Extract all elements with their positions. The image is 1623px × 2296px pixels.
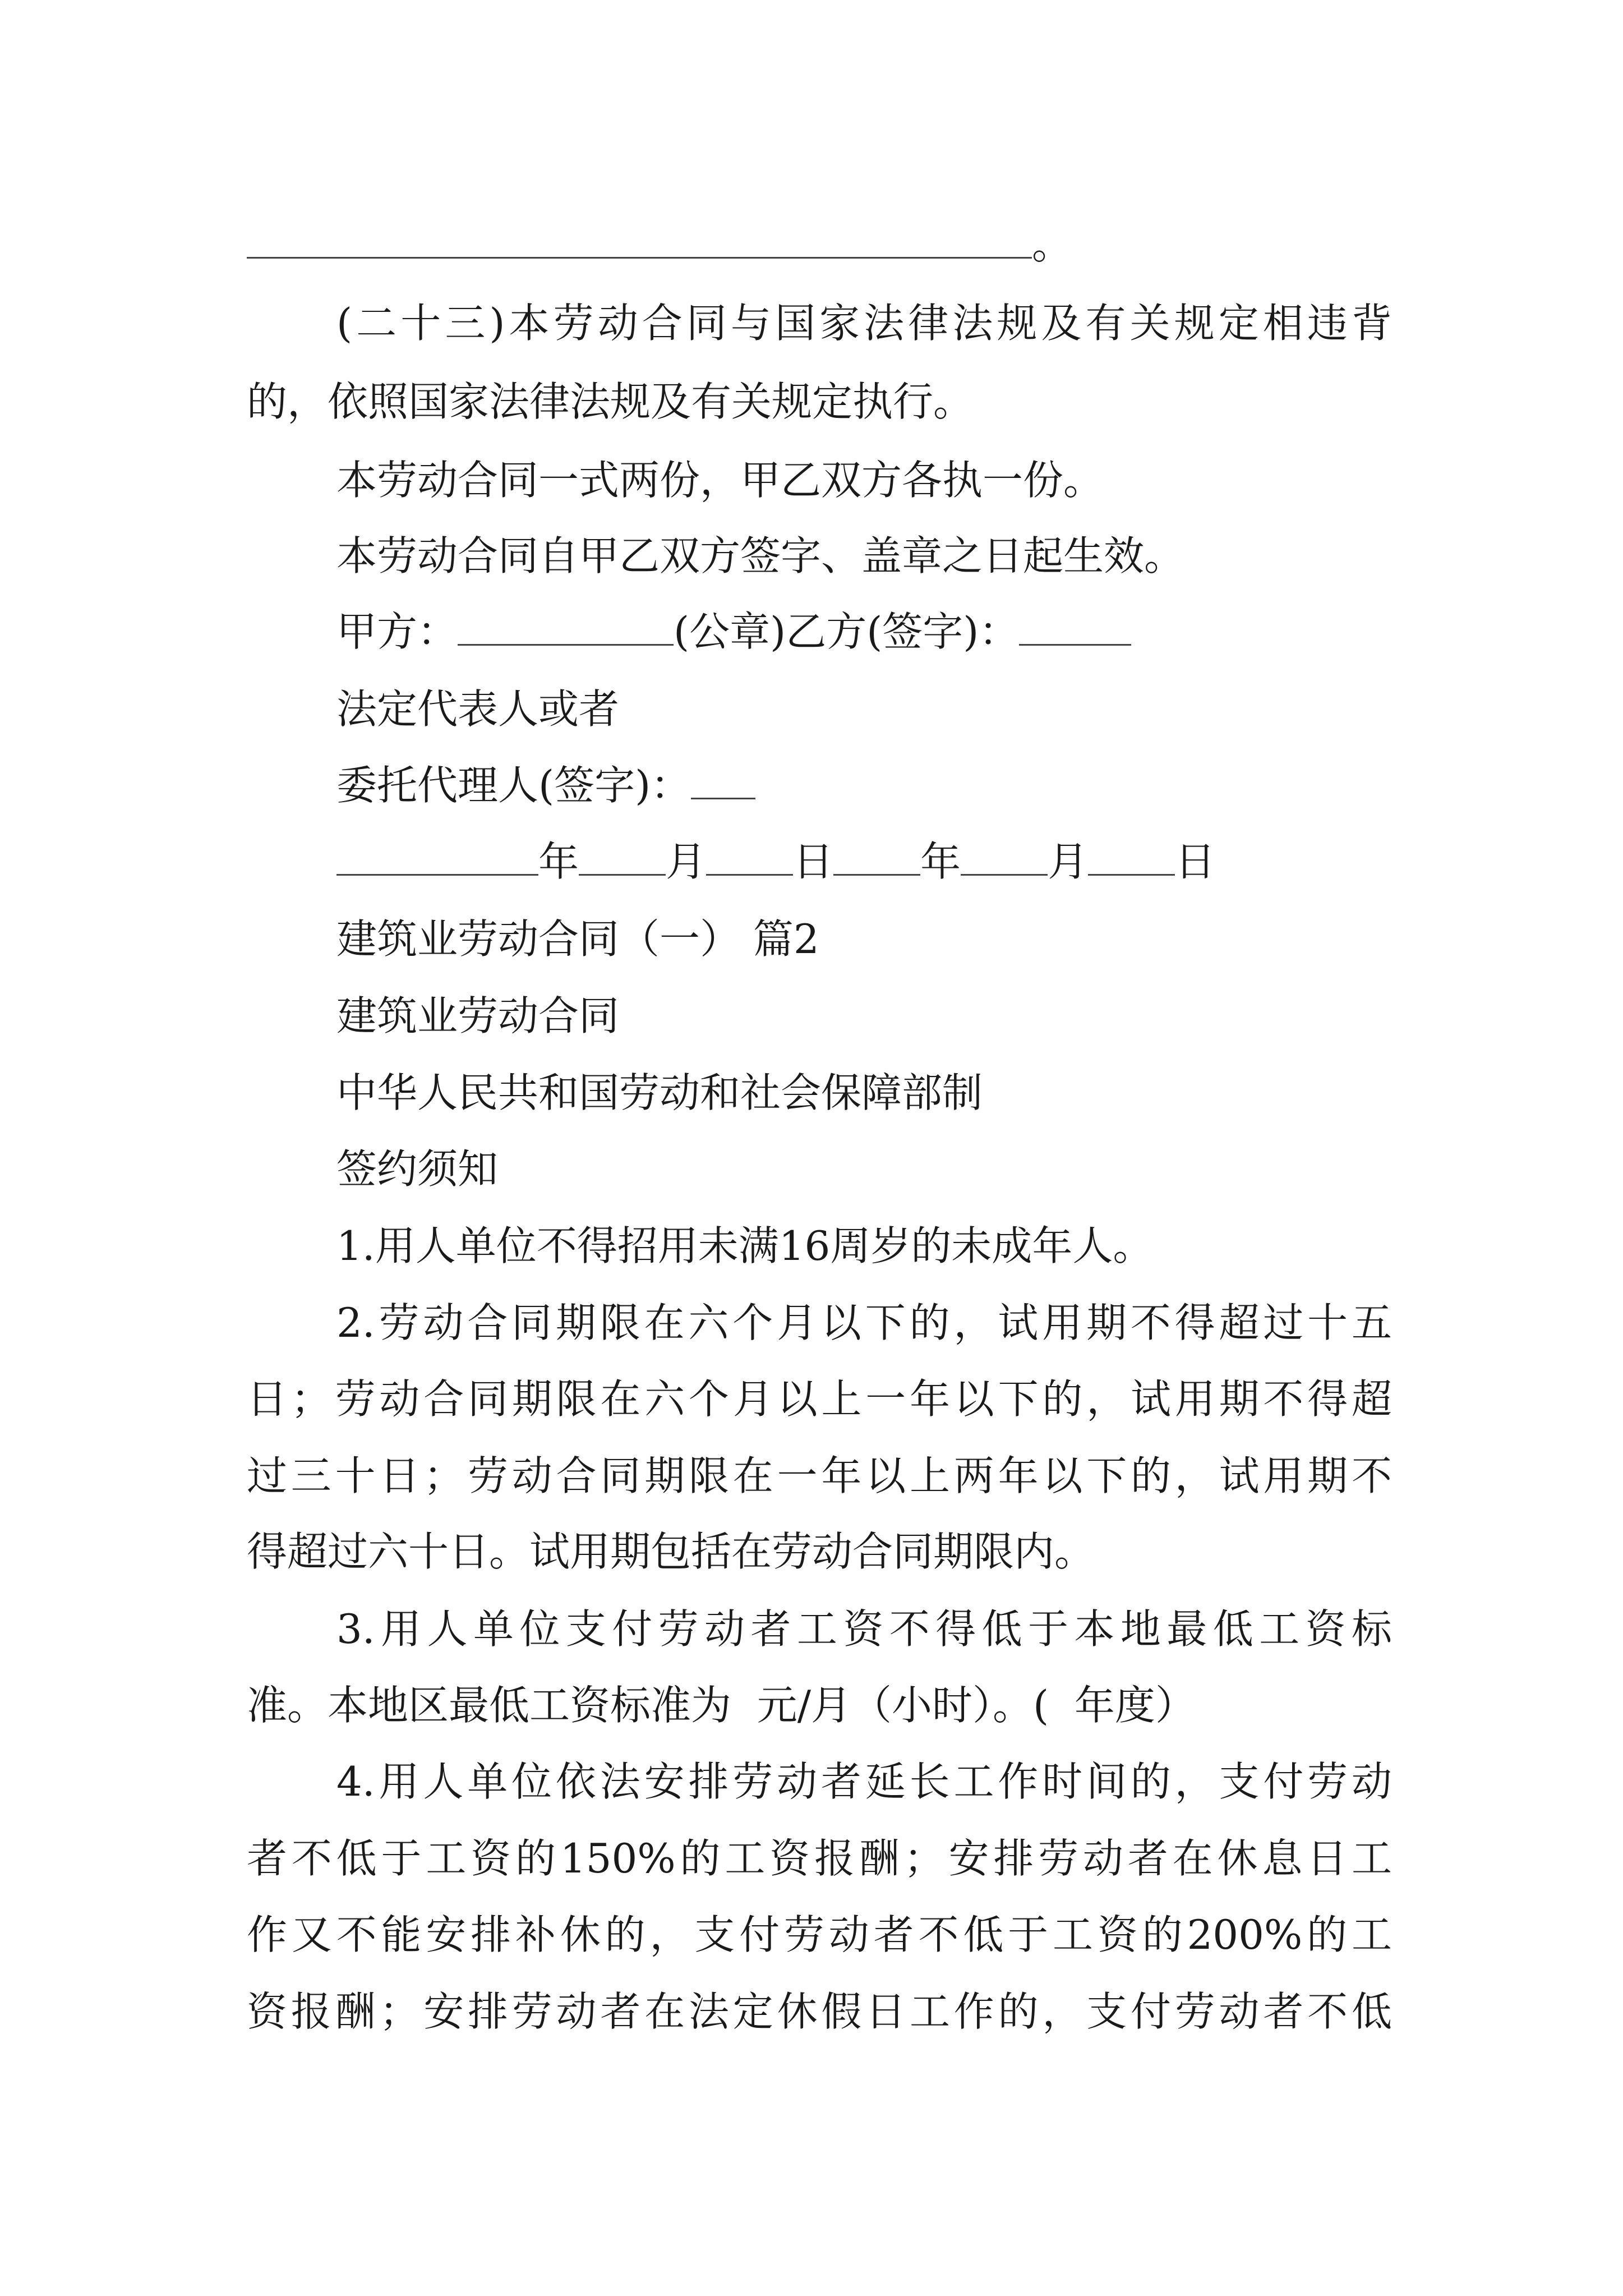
effective-statement: 本劳动合同自甲乙双方签字、盖章之日起生效。 <box>336 532 1185 579</box>
notice-item-2-line2: 日；劳动合同期限在六个月以上一年以下的，试用期不得超 <box>247 1375 1392 1423</box>
notice-item-4-line2: 者不低于工资的150%的工资报酬；安排劳动者在休息日工 <box>247 1835 1392 1882</box>
copies-statement: 本劳动合同一式两份，甲乙双方各执一份。 <box>336 457 1104 504</box>
notice-item-4-line4: 资报酬；安排劳动者在法定休假日工作的，支付劳动者不低 <box>247 1988 1392 2035</box>
year1-blank <box>336 873 538 876</box>
agent-blank <box>691 797 755 799</box>
year2-blank <box>833 873 920 876</box>
section-heading: 建筑业劳动合同（一） 篇2 <box>336 915 819 963</box>
notice-item-3-line2: 准。本地区最低工资标准为 元/月（小时）。( 年度） <box>247 1682 1196 1729</box>
notice-item-2-line4: 得超过六十日。试用期包括在劳动合同期限内。 <box>247 1528 1095 1575</box>
notice-item-2-line1: 2.劳动合同期限在六个月以下的，试用期不得超过十五 <box>336 1299 1392 1346</box>
agent-line <box>336 762 755 809</box>
month1-label: 月 <box>666 838 707 885</box>
notice-item-2-line3: 过三十日；劳动合同期限在一年以上两年以下的，试用期不 <box>247 1452 1392 1499</box>
issuer-line: 中华人民共和国劳动和社会保障部制 <box>336 1069 983 1116</box>
notice-item-4-line3: 作又不能安排补休的，支付劳动者不低于工资的200%的工 <box>247 1911 1392 1958</box>
day1-label: 日 <box>793 838 834 885</box>
blank-underline <box>247 256 1032 259</box>
notice-item-3-line1: 3.用人单位支付劳动者工资不得低于本地最低工资标 <box>336 1605 1392 1653</box>
month1-blank <box>579 873 666 876</box>
party-a-label: 甲方： <box>336 608 458 655</box>
notice-heading: 签约须知 <box>336 1145 499 1193</box>
agent-label: 委托代理人(签字)： <box>336 762 691 809</box>
notice-item-4-line1: 4.用人单位依法安排劳动者延长工作时间的，支付劳动 <box>336 1758 1392 1805</box>
notice-item-1: 1.用人单位不得招用未满16周岁的未成年人。 <box>336 1222 1154 1269</box>
signature-party-line <box>336 608 1131 655</box>
month2-label: 月 <box>1048 838 1089 885</box>
year2-label: 年 <box>920 838 961 885</box>
line-text: 。 <box>1032 221 1073 268</box>
party-b-blank <box>1019 643 1131 646</box>
clause-23-line1: (二十三)本劳动合同与国家法律法规及有关规定相违背 <box>336 300 1392 347</box>
year1-label: 年 <box>538 838 579 885</box>
day2-blank <box>1088 873 1175 876</box>
clause-23-line2: 的，依照国家法律法规及有关规定执行。 <box>247 378 974 425</box>
contract-title: 建筑业劳动合同 <box>336 992 620 1039</box>
seal-party-b-label: (公章)乙方(签字)： <box>674 608 1020 655</box>
month2-blank <box>961 873 1048 876</box>
date-line <box>336 838 1216 885</box>
day2-label: 日 <box>1175 838 1216 885</box>
day1-blank <box>706 873 793 876</box>
party-a-blank <box>458 643 674 646</box>
legal-rep-label: 法定代表人或者 <box>336 685 620 733</box>
blank-line-end <box>247 221 1073 268</box>
